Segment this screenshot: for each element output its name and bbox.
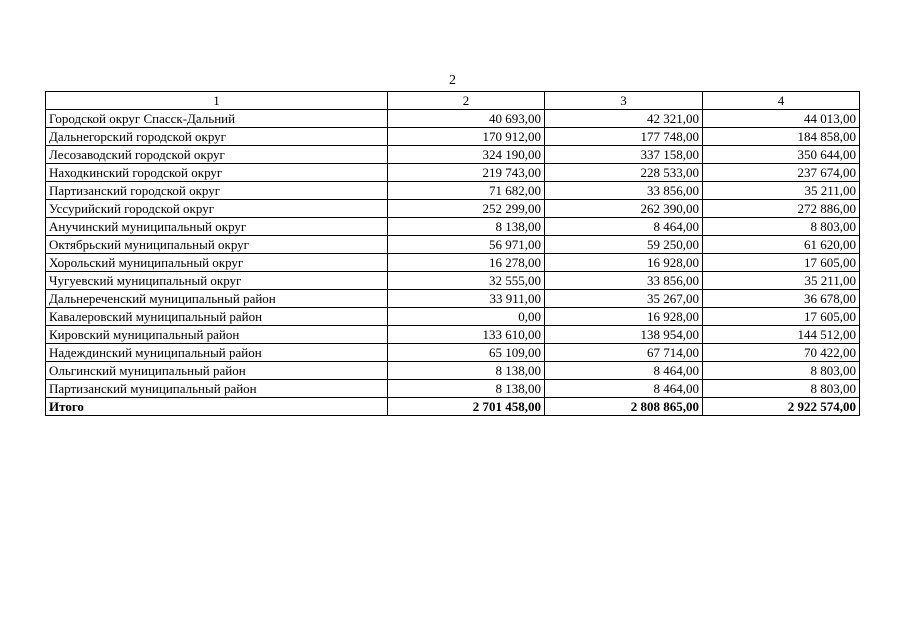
amount-year-1: 33 911,00 xyxy=(388,290,545,308)
municipality-name: Октябрьский муниципальный округ xyxy=(46,236,388,254)
total-year-3: 2 922 574,00 xyxy=(703,398,860,416)
amount-year-2: 33 856,00 xyxy=(545,272,703,290)
table-row xyxy=(46,362,860,380)
municipality-name: Партизанский муниципальный район xyxy=(46,380,388,398)
amount-year-1: 16 278,00 xyxy=(388,254,545,272)
amount-year-1: 40 693,00 xyxy=(388,110,545,128)
amount-year-3: 8 803,00 xyxy=(703,380,860,398)
amount-year-2: 33 856,00 xyxy=(545,182,703,200)
amount-year-2: 16 928,00 xyxy=(545,308,703,326)
municipality-name: Кавалеровский муниципальный район xyxy=(46,308,388,326)
table-row xyxy=(46,326,860,344)
amount-year-1: 71 682,00 xyxy=(388,182,545,200)
amount-year-2: 35 267,00 xyxy=(545,290,703,308)
total-year-1: 2 701 458,00 xyxy=(388,398,545,416)
amount-year-2: 42 321,00 xyxy=(545,110,703,128)
municipality-name: Дальнегорский городской округ xyxy=(46,128,388,146)
amount-year-1: 0,00 xyxy=(388,308,545,326)
amount-year-3: 184 858,00 xyxy=(703,128,860,146)
amount-year-3: 35 211,00 xyxy=(703,182,860,200)
table-row xyxy=(46,380,860,398)
amount-year-3: 35 211,00 xyxy=(703,272,860,290)
municipality-name: Дальнереченский муниципальный район xyxy=(46,290,388,308)
table-row xyxy=(46,254,860,272)
amount-year-3: 350 644,00 xyxy=(703,146,860,164)
table-row xyxy=(46,272,860,290)
municipality-name: Уссурийский городской округ xyxy=(46,200,388,218)
amount-year-2: 8 464,00 xyxy=(545,380,703,398)
table-row xyxy=(46,128,860,146)
amount-year-2: 59 250,00 xyxy=(545,236,703,254)
municipality-name: Чугуевский муниципальный округ xyxy=(46,272,388,290)
amount-year-3: 70 422,00 xyxy=(703,344,860,362)
municipality-name: Ольгинский муниципальный район xyxy=(46,362,388,380)
table-row xyxy=(46,182,860,200)
municipality-name: Городской округ Спасск-Дальний xyxy=(46,110,388,128)
amount-year-2: 228 533,00 xyxy=(545,164,703,182)
amount-year-3: 17 605,00 xyxy=(703,308,860,326)
municipality-name: Находкинский городской округ xyxy=(46,164,388,182)
amount-year-3: 237 674,00 xyxy=(703,164,860,182)
total-row xyxy=(46,398,860,416)
amount-year-1: 8 138,00 xyxy=(388,380,545,398)
amount-year-3: 8 803,00 xyxy=(703,362,860,380)
amount-year-3: 61 620,00 xyxy=(703,236,860,254)
table-row xyxy=(46,236,860,254)
amount-year-3: 44 013,00 xyxy=(703,110,860,128)
amount-year-1: 32 555,00 xyxy=(388,272,545,290)
amount-year-2: 67 714,00 xyxy=(545,344,703,362)
amount-year-2: 138 954,00 xyxy=(545,326,703,344)
amount-year-3: 272 886,00 xyxy=(703,200,860,218)
table-header-row xyxy=(46,92,860,110)
municipality-name: Надеждинский муниципальный район xyxy=(46,344,388,362)
amount-year-3: 17 605,00 xyxy=(703,254,860,272)
amount-year-2: 16 928,00 xyxy=(545,254,703,272)
amount-year-1: 324 190,00 xyxy=(388,146,545,164)
column-header-4: 4 xyxy=(703,92,860,110)
table-row xyxy=(46,164,860,182)
municipality-name: Партизанский городской округ xyxy=(46,182,388,200)
column-header-3: 3 xyxy=(545,92,703,110)
table-row xyxy=(46,218,860,236)
amount-year-2: 262 390,00 xyxy=(545,200,703,218)
amount-year-1: 56 971,00 xyxy=(388,236,545,254)
amount-year-1: 170 912,00 xyxy=(388,128,545,146)
amount-year-3: 36 678,00 xyxy=(703,290,860,308)
amount-year-2: 8 464,00 xyxy=(545,218,703,236)
municipality-name: Лесозаводский городской округ xyxy=(46,146,388,164)
total-label: Итого xyxy=(46,398,388,416)
amount-year-3: 144 512,00 xyxy=(703,326,860,344)
municipality-name: Кировский муниципальный район xyxy=(46,326,388,344)
budget-table xyxy=(45,91,860,416)
page-number: 2 xyxy=(449,73,456,88)
amount-year-2: 337 158,00 xyxy=(545,146,703,164)
total-year-2: 2 808 865,00 xyxy=(545,398,703,416)
amount-year-3: 8 803,00 xyxy=(703,218,860,236)
column-header-1: 1 xyxy=(46,92,388,110)
table-row xyxy=(46,110,860,128)
amount-year-2: 177 748,00 xyxy=(545,128,703,146)
amount-year-1: 133 610,00 xyxy=(388,326,545,344)
table-row xyxy=(46,308,860,326)
amount-year-1: 219 743,00 xyxy=(388,164,545,182)
amount-year-1: 8 138,00 xyxy=(388,362,545,380)
amount-year-1: 8 138,00 xyxy=(388,218,545,236)
table-row xyxy=(46,146,860,164)
column-header-2: 2 xyxy=(388,92,545,110)
amount-year-1: 65 109,00 xyxy=(388,344,545,362)
table-row xyxy=(46,344,860,362)
table-row xyxy=(46,290,860,308)
table-row xyxy=(46,200,860,218)
amount-year-2: 8 464,00 xyxy=(545,362,703,380)
amount-year-1: 252 299,00 xyxy=(388,200,545,218)
municipality-name: Хорольский муниципальный округ xyxy=(46,254,388,272)
municipality-name: Анучинский муниципальный округ xyxy=(46,218,388,236)
